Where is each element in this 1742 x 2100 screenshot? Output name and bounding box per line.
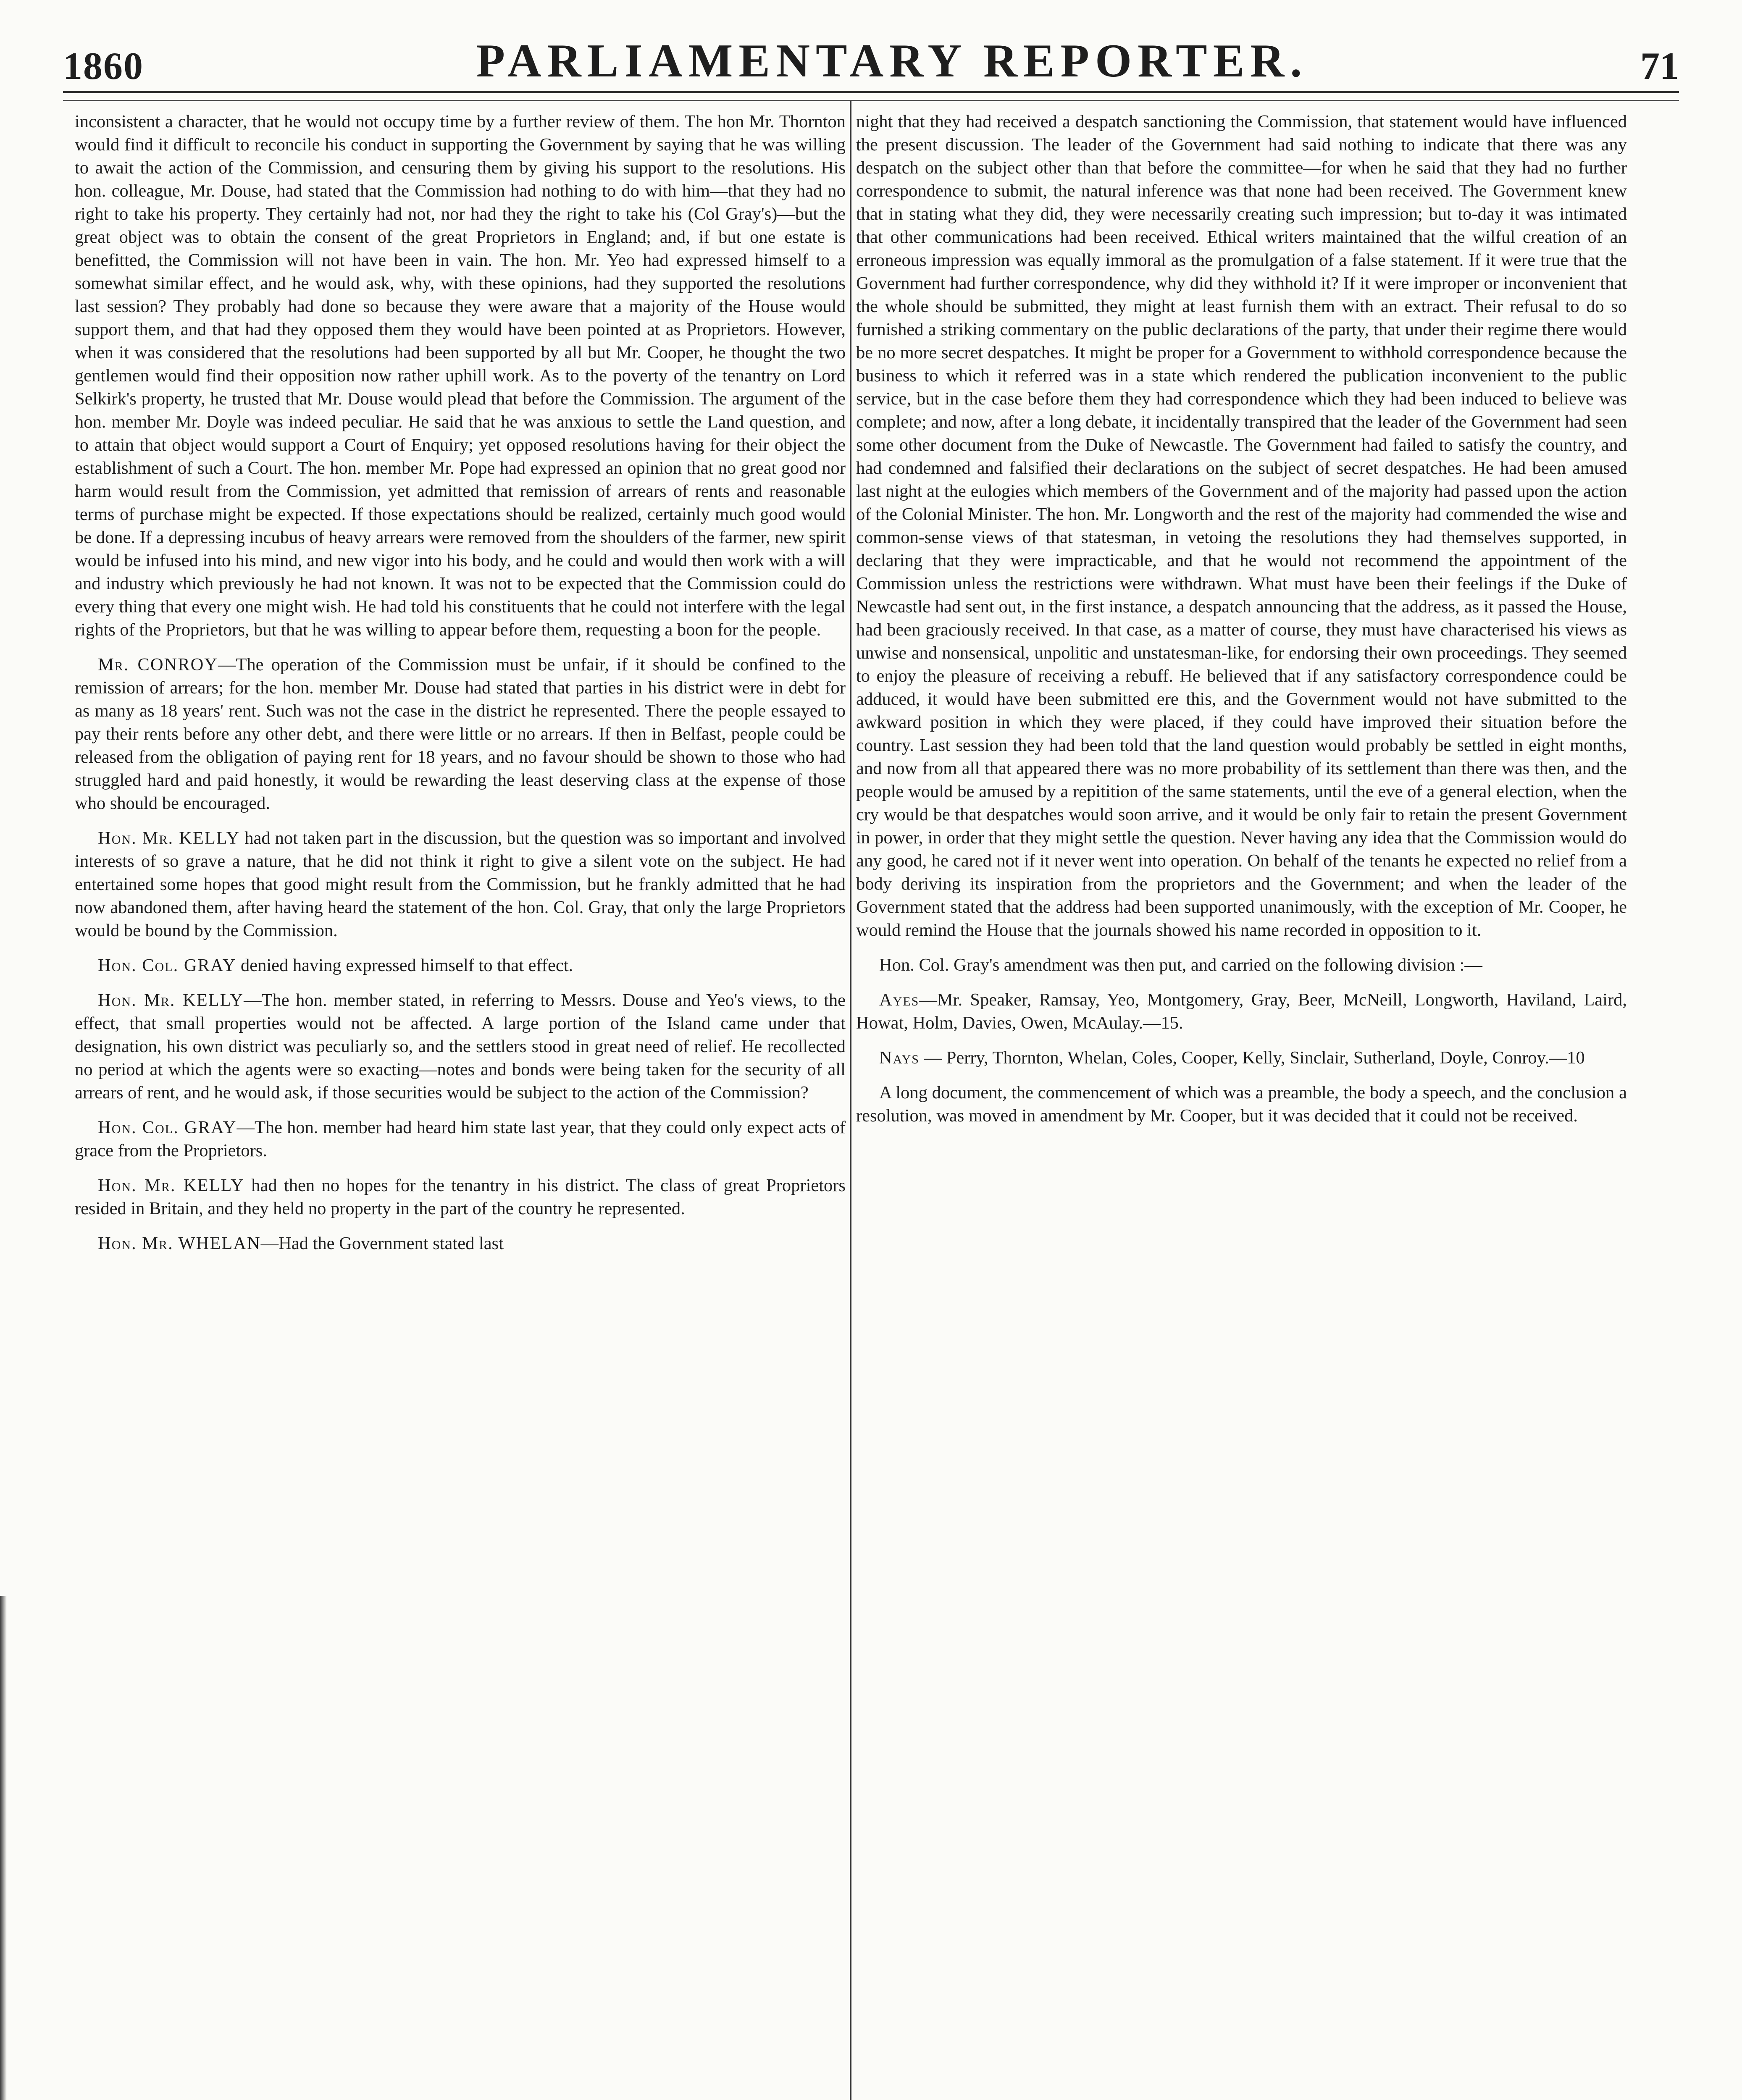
speaker-name: Hon. Mr. KELLY: [98, 990, 244, 1010]
speech-kelly-3: [75, 1174, 846, 1220]
speech-text: —The hon. member stated, in referring to Messrs. Douse and Yeo's views, to the effect, that small properties would not be affected. A large portion of the Island came under that designation, his own district was peculiarly so, and the settlers stood in great need of relief. He recollected no period at which the agents were so exacting—notes and bonds were being taken for the security of all arrears of rent, and he would ask, if those securities would be subject to the action of the Commission?: [75, 990, 846, 1102]
column-divider: [850, 101, 851, 2100]
header-title: PARLIAMENTARY REPORTER.: [476, 35, 1308, 87]
page-header: [63, 17, 1679, 88]
speech-text: had then no hopes for the tenantry in his district. The class of great Proprietors resided in Britain, and they held no property in the part of the country he represented.: [75, 1176, 846, 1218]
right-paragraph: night that they had received a despatch sanctioning the Commission, that statement would have influenced the present discussion. The leader of the Government had said nothing to indicate that there was any despatch on the subject other than that before the committee—for when he said that they had no further correspondence to submit, the natural inference was that none had been received. The Government knew that in stating what they did, they were necessarily creating such impression; but to-day it was intimated that other communications had been received. Ethical writers maintained that the wilful creation of an erroneous impression was equally immoral as the promulgation of a false statement. If it were true that the Government had further correspondence, why did they withhold it? If it were improper or inconvenient that the whole should be submitted, they might at least furnish them with an extract. Their refusal to do so furnished a striking commentary on the public declarations of the party, that under their regime there would be no more secret despatches. It might be proper for a Government to withhold correspondence because the business to which it referred was in a state which rendered the publication inconvenient to the public service, but in the case before them they had correspondence which they had been induced to believe was complete; and now, after a long debate, it incidentally transpired that the leader of the Government had seen some other document from the Duke of Newcastle. The Government had failed to satisfy the country, and had condemned and falsified their declarations on the subject of secret despatches. He had been amused last night at the eulogies which members of the Government and of the majority had passed upon the action of the Colonial Minister. The hon. Mr. Longworth and the rest of the majority had commended the wise and common-sense views of that statesman, in vetoing the resolutions they had themselves supported, in declaring that they were impracticable, and that he would not recommend the appointment of the Commission unless the restrictions were withdrawn. What must have been their feelings if the Duke of Newcastle had sent out, in the first instance, a despatch announcing that the address, as it passed the House, had been graciously received. In that case, as a matter of course, they must have characterised his views as unwise and nonsensical, unpolitic and unstatesman-like, for endorsing their own proceedings. They seemed to enjoy the pleasure of receiving a rebuff. He believed that if any satisfactory correspondence could be adduced, it would have been submitted ere this, and the Government would not have submitted to the awkward position in which they were placed, if they could have improved their situation before the country. Last session they had been told that the land question would probably be settled in eight months, and now from all that appeared there was no more probability of its settlement than there was then, and the people would be amused by a repitition of the same statements, until the eve of a general election, when the cry would be that despatches would soon arrive, and it would be only fair to retain the present Government in power, in order that they might settle the question. Never having any idea that the Commission would do any good, he cared not if it never went into operation. On behalf of the tenants he expected no relief from a body deriving its inspiration from the proprietors and the Government; and when the leader of the Government stated that the address had been supported unanimously, with the exception of Mr. Cooper, he would remind the House that the journals showed his name recorded in opposition to it.: [856, 112, 1627, 940]
header-rule: [63, 91, 1679, 101]
speaker-name: Hon. Col. GRAY: [98, 956, 236, 975]
speech-text: had not taken part in the discussion, but the question was so important and involved interests of so grave a nature, that he did not think it right to give a silent vote on the subject. He had entertained some hopes that good might result from the Commission, but he frankly admitted that he had now abandoned them, after having heard the statement of the hon. Col. Gray, that only the large Proprietors would be bound by the Commission.: [75, 828, 846, 940]
nays-label: Nays: [879, 1048, 920, 1068]
speaker-name: Hon. Mr. KELLY: [98, 828, 240, 848]
speech-text: —The hon. member had heard him state last year, that they could only expect acts of grace from the Proprietors.: [75, 1118, 846, 1160]
speaker-name: Mr. CONROY: [98, 655, 218, 675]
speaker-name: Hon. Mr. WHELAN: [98, 1234, 261, 1253]
speaker-name: Hon. Col. GRAY: [98, 1118, 237, 1137]
speech-kelly-1: [75, 827, 846, 942]
speech-text: —Had the Government stated last: [260, 1234, 504, 1253]
speech-kelly-2: [75, 989, 846, 1104]
speech-whelan: [75, 1232, 846, 1255]
closing-paragraph: A long document, the commencement of which was a preamble, the body a speech, and the conclusion a resolution, was moved in amendment by Mr. Cooper, but it was decided that it could not be received.: [856, 1083, 1627, 1126]
header-page-number: 71: [1640, 45, 1679, 87]
speech-text: —The operation of the Commission must be unfair, if it should be confined to the remission of arrears; for the hon. member Mr. Douse had stated that parties in his district were in debt for as many as 18 years' rent. Such was not the case in the district he represented. There the people essayed to pay their rents before any other debt, and there were little or no arrears. If then in Belfast, people could be released from the obligation of paying rent for 18 years, and no favour should be shown to those who had struggled hard and paid honestly, it would be rewarding the least deserving class at the expense of those who should be encouraged.: [75, 655, 846, 813]
speech-text: denied having expressed himself to that effect.: [236, 956, 573, 975]
speech-conroy: [75, 653, 846, 815]
speaker-name: Hon. Mr. KELLY: [98, 1176, 244, 1195]
nays-list: — Perry, Thornton, Whelan, Coles, Cooper, Kelly, Sinclair, Sutherland, Doyle, Conroy.—10: [919, 1048, 1585, 1068]
ayes-list: —Mr. Speaker, Ramsay, Yeo, Montgomery, Gray, Beer, McNeill, Longworth, Haviland, Laird, Howat, Holm, Davies, Owen, McAulay.—15.: [856, 990, 1627, 1033]
ayes-label: Ayes: [879, 990, 920, 1010]
page-edge-shadow: [0, 1596, 7, 2100]
speech-gray-2: [75, 1116, 846, 1162]
division-nays: [856, 1046, 1627, 1069]
right-column: [856, 110, 1627, 2100]
header-year: 1860: [63, 45, 144, 87]
left-column: [75, 110, 846, 2100]
division-ayes: [856, 988, 1627, 1034]
speech-gray-1: [75, 954, 846, 977]
left-paragraph: inconsistent a character, that he would not occupy time by a further review of them. The hon Mr. Thornton would find it difficult to reconcile his conduct in supporting the Government by saying that he was willing to await the action of the Commission, and censuring them by giving his support to the resolutions. His hon. colleague, Mr. Douse, had stated that the Commission had nothing to do with him—that they had no right to take his property. They certainly had not, nor had they the right to take his (Col Gray's)—but the great object was to obtain the consent of the great Proprietors in England; and, if but one estate is benefitted, the Commission will not have been in vain. The hon. Mr. Yeo had expressed himself to a somewhat similar effect, and he would ask, why, with these opinions, had they supported the resolutions last session? They probably had done so because they were aware that a majority of the House would support them, and that had they opposed them they would have been pointed at as Proprietors. However, when it was considered that the resolutions had been supported by all but Mr. Cooper, he thought the two gentlemen would find their opposition now rather uphill work. As to the poverty of the tenantry on Lord Selkirk's property, he trusted that Mr. Douse would plead that before the Commission. The argument of the hon. member Mr. Doyle was indeed peculiar. He said that he was anxious to settle the Land question, and to attain that object would support a Court of Enquiry; yet opposed resolutions having for their object the establishment of such a Court. The hon. member Mr. Pope had expressed an opinion that no great good nor harm would result from the Commission, yet admitted that remission of arrears of rents and reasonable terms of purchase might be expected. If those expectations should be realized, certainly much good would be done. If a depressing incubus of heavy arrears were removed from the shoulders of the farmer, new spirit would be infused into his mind, and new vigor into his body, and he could and would then work with a will and industry which previously he had not known. It was not to be expected that the Commission could do every thing that every one might wish. He had told his constituents that he could not interfere with the legal rights of the Proprietors, but that he was willing to appear before them, requesting a boon for the people.: [75, 112, 846, 640]
division-intro: Hon. Col. Gray's amendment was then put, and carried on the following division :—: [879, 955, 1482, 975]
